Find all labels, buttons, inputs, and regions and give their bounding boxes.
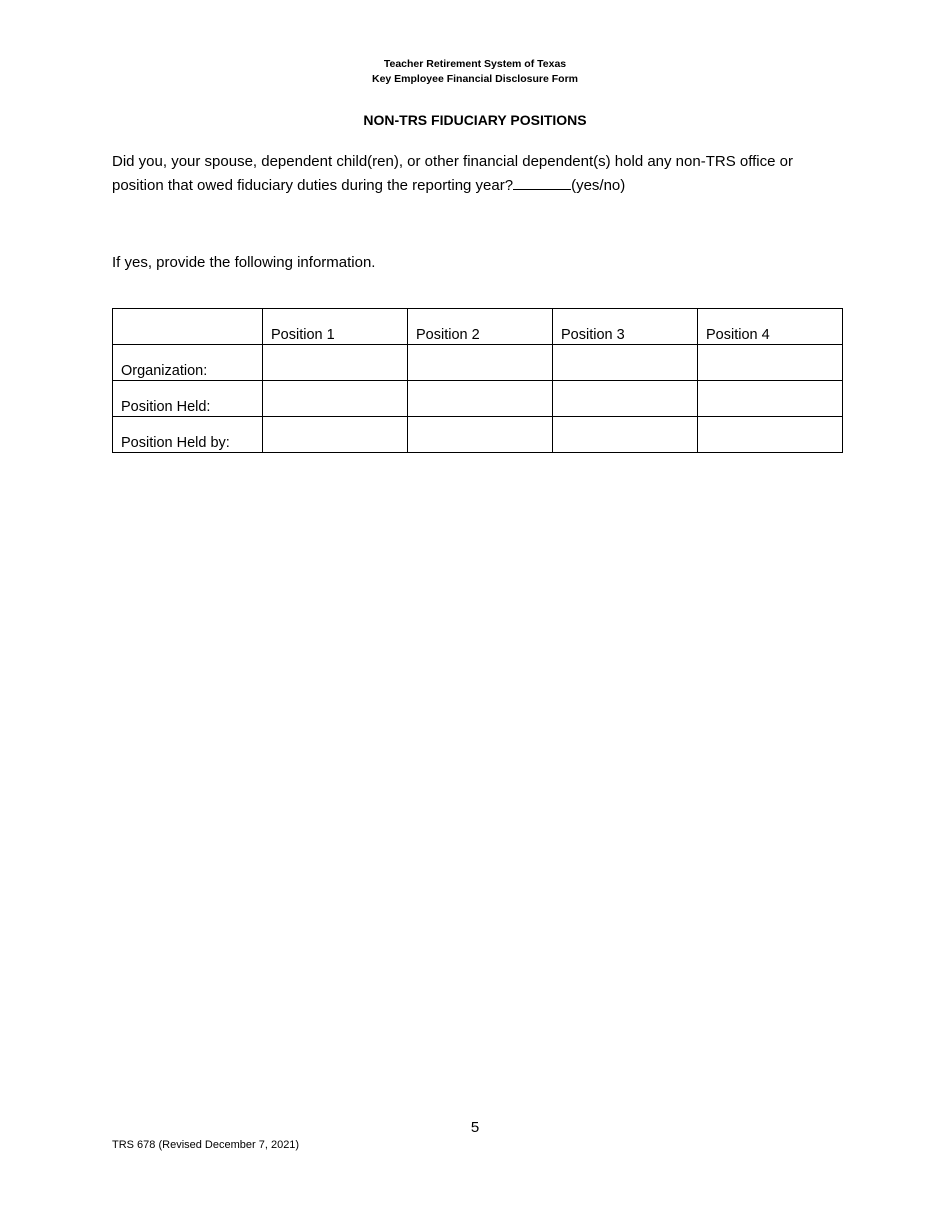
column-header-blank [113,309,263,345]
table-row-organization [113,345,843,381]
table-row-position-held [113,381,843,417]
row-label-organization: Organization: [113,345,263,381]
table-row-position-held-by [113,417,843,453]
column-header-position-2: Position 2 [408,309,553,345]
cell-position-held-by-position-3[interactable] [553,417,698,453]
form-revision-footer: TRS 678 (Revised December 7, 2021) [112,1139,300,1151]
cell-organization-position-3[interactable] [553,345,698,381]
answer-hint: (yes/no) [571,177,626,194]
cell-organization-position-4[interactable] [698,345,843,381]
cell-position-held-by-position-2[interactable] [408,417,553,453]
header-form-title: Key Employee Financial Disclosure Form [372,73,578,85]
column-header-position-4: Position 4 [698,309,843,345]
cell-organization-position-1[interactable] [263,345,408,381]
yes-no-answer-field[interactable] [513,174,571,190]
question-text: Did you, your spouse, dependent child(ren), or other financial dependent(s) hold any non-TRS office or position that owed fiduciary duties during the reporting year? [112,153,793,194]
column-header-position-1: Position 1 [263,309,408,345]
table-header-row [113,309,843,345]
section-title: NON-TRS FIDUCIARY POSITIONS [363,112,587,128]
fiduciary-question [112,150,832,198]
cell-position-held-position-2[interactable] [408,381,553,417]
header-organization: Teacher Retirement System of Texas [383,58,567,70]
cell-position-held-by-position-1[interactable] [263,417,408,453]
column-header-position-3: Position 3 [553,309,698,345]
page-number: 5 [470,1119,480,1136]
cell-position-held-position-3[interactable] [553,381,698,417]
cell-position-held-by-position-4[interactable] [698,417,843,453]
row-label-position-held: Position Held: [113,381,263,417]
positions-table [112,308,843,453]
instruction-text: If yes, provide the following information. [112,254,376,271]
cell-position-held-position-1[interactable] [263,381,408,417]
cell-position-held-position-4[interactable] [698,381,843,417]
cell-organization-position-2[interactable] [408,345,553,381]
row-label-position-held-by: Position Held by: [113,417,263,453]
